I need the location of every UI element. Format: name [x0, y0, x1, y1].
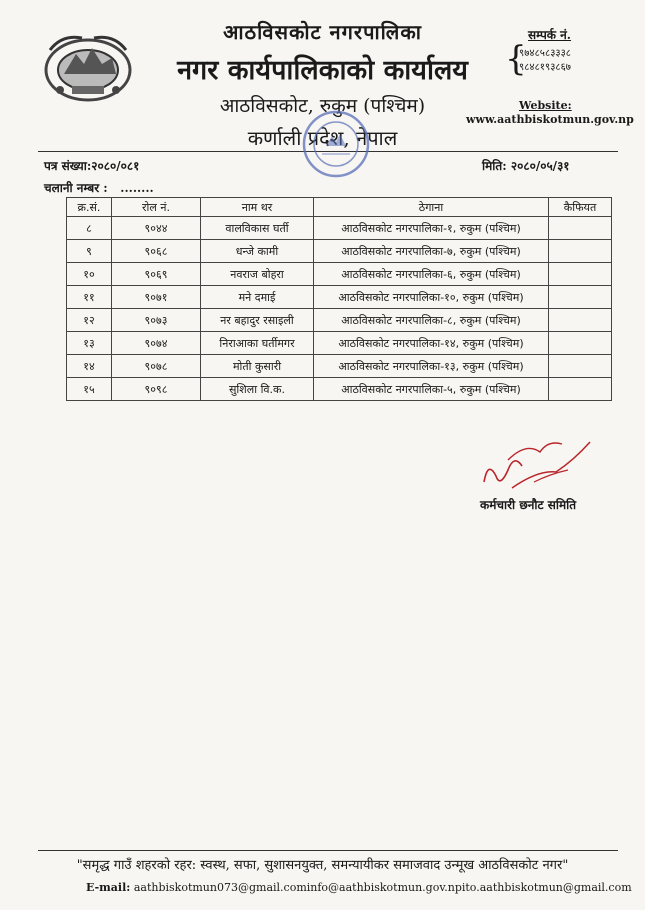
footer-email [86, 881, 632, 894]
cell-address: आठविसकोट नगरपालिका-६, रुकुम (पश्चिम) [314, 263, 549, 286]
email-label: E-mail: [86, 881, 131, 894]
table-row [67, 378, 612, 401]
cell-remarks [549, 309, 612, 332]
website-label: Website: [519, 99, 572, 112]
col-header-address: ठेगाना [314, 198, 549, 217]
cell-roll: ९०७३ [112, 309, 201, 332]
cell-name: मने दमाई [201, 286, 314, 309]
cell-remarks [549, 217, 612, 240]
footer-slogan: "समृद्ध गाउँ शहरको रहर: स्वस्थ, सफा, सुशासनयुक्त, समन्यायीकर समाजवाद उन्मूख आठविसकोट नगर" [76, 858, 569, 873]
candidate-table [66, 197, 612, 401]
cell-address: आठविसकोट नगरपालिका-८, रुकुम (पश्चिम) [314, 309, 549, 332]
col-header-name: नाम थर [201, 198, 314, 217]
office-address: आठविसकोट, रुकुम (पश्चिम) [219, 95, 426, 117]
cell-remarks [549, 355, 612, 378]
col-header-remarks: कैफियत [549, 198, 612, 217]
table-row [67, 309, 612, 332]
cell-remarks [549, 263, 612, 286]
table-row [67, 263, 612, 286]
cell-address: आठविसकोट नगरपालिका-१, रुकुम (पश्चिम) [314, 217, 549, 240]
handwritten-signature [478, 430, 598, 500]
cell-sn: ८ [67, 217, 112, 240]
committee-label: कर्मचारी छनौट समिति [480, 498, 577, 512]
cell-name: वालविकास घर्ती [201, 217, 314, 240]
cell-sn: १४ [67, 355, 112, 378]
cell-address: आठविसकोट नगरपालिका-७, रुकुम (पश्चिम) [314, 240, 549, 263]
cell-address: आठविसकोट नगरपालिका-१४, रुकुम (पश्चिम) [314, 332, 549, 355]
cell-name: धन्जे कामी [201, 240, 314, 263]
cell-remarks [549, 378, 612, 401]
phone-number: ९७४८५८३३३८ [519, 48, 571, 59]
table-row [67, 355, 612, 378]
contact-label: सम्पर्क नं. [528, 28, 571, 42]
province-country: कर्णाली प्रदेश, नेपाल [247, 126, 398, 150]
table-row [67, 217, 612, 240]
table-row [67, 332, 612, 355]
cell-roll: ९०९८ [112, 378, 201, 401]
cell-name: निराआका घर्तीमगर [201, 332, 314, 355]
cell-roll: ९०७४ [112, 332, 201, 355]
cell-roll: ९०७१ [112, 286, 201, 309]
cell-remarks [549, 240, 612, 263]
cell-roll: ९०४४ [112, 217, 201, 240]
cell-name: मोती कुसारी [201, 355, 314, 378]
cell-sn: १५ [67, 378, 112, 401]
letter-date: मिति: २०८०/०५/३१ [482, 159, 570, 173]
brace-glyph: { [505, 39, 527, 79]
phone-number: ९८४८१९३८६७ [519, 62, 571, 73]
col-header-sn: क्र.सं. [67, 198, 112, 217]
cell-sn: १३ [67, 332, 112, 355]
table-header-row [67, 198, 612, 217]
cell-address: आठविसकोट नगरपालिका-५, रुकुम (पश्चिम) [314, 378, 549, 401]
website-url[interactable]: www.aathbiskotmun.gov.np [466, 113, 634, 126]
cell-name: नवराज बोहरा [201, 263, 314, 286]
cell-name: नर बहादुर रसाइली [201, 309, 314, 332]
dispatch-number: चलानी नम्बर : ........ [44, 181, 154, 195]
cell-sn: १२ [67, 309, 112, 332]
letter-number: पत्र संख्या:२०८०/०८१ [44, 159, 140, 173]
cell-roll: ९०६८ [112, 240, 201, 263]
cell-sn: ११ [67, 286, 112, 309]
table-row [67, 286, 612, 309]
office-name: नगर कार्यपालिकाको कार्यालय [177, 55, 468, 86]
col-header-roll: रोल नं. [112, 198, 201, 217]
cell-address: आठविसकोट नगरपालिका-१०, रुकुम (पश्चिम) [314, 286, 549, 309]
cell-address: आठविसकोट नगरपालिका-१३, रुकुम (पश्चिम) [314, 355, 549, 378]
email-address[interactable]: aathbiskotmun073@gmail.cominfo@aathbiskotmun.gov.npito.aathbiskotmun@gmail.com [133, 881, 632, 894]
cell-remarks [549, 286, 612, 309]
footer-divider [38, 850, 618, 851]
cell-roll: ९०६९ [112, 263, 201, 286]
cell-sn: ९ [67, 240, 112, 263]
cell-remarks [549, 332, 612, 355]
cell-name: सुशिला वि.क. [201, 378, 314, 401]
contact-block [505, 26, 571, 79]
cell-sn: १० [67, 263, 112, 286]
office-stamp-icon [300, 108, 372, 180]
municipality-name: आठविसकोट नगरपालिका [223, 20, 422, 44]
table-row [67, 240, 612, 263]
cell-roll: ९०७८ [112, 355, 201, 378]
